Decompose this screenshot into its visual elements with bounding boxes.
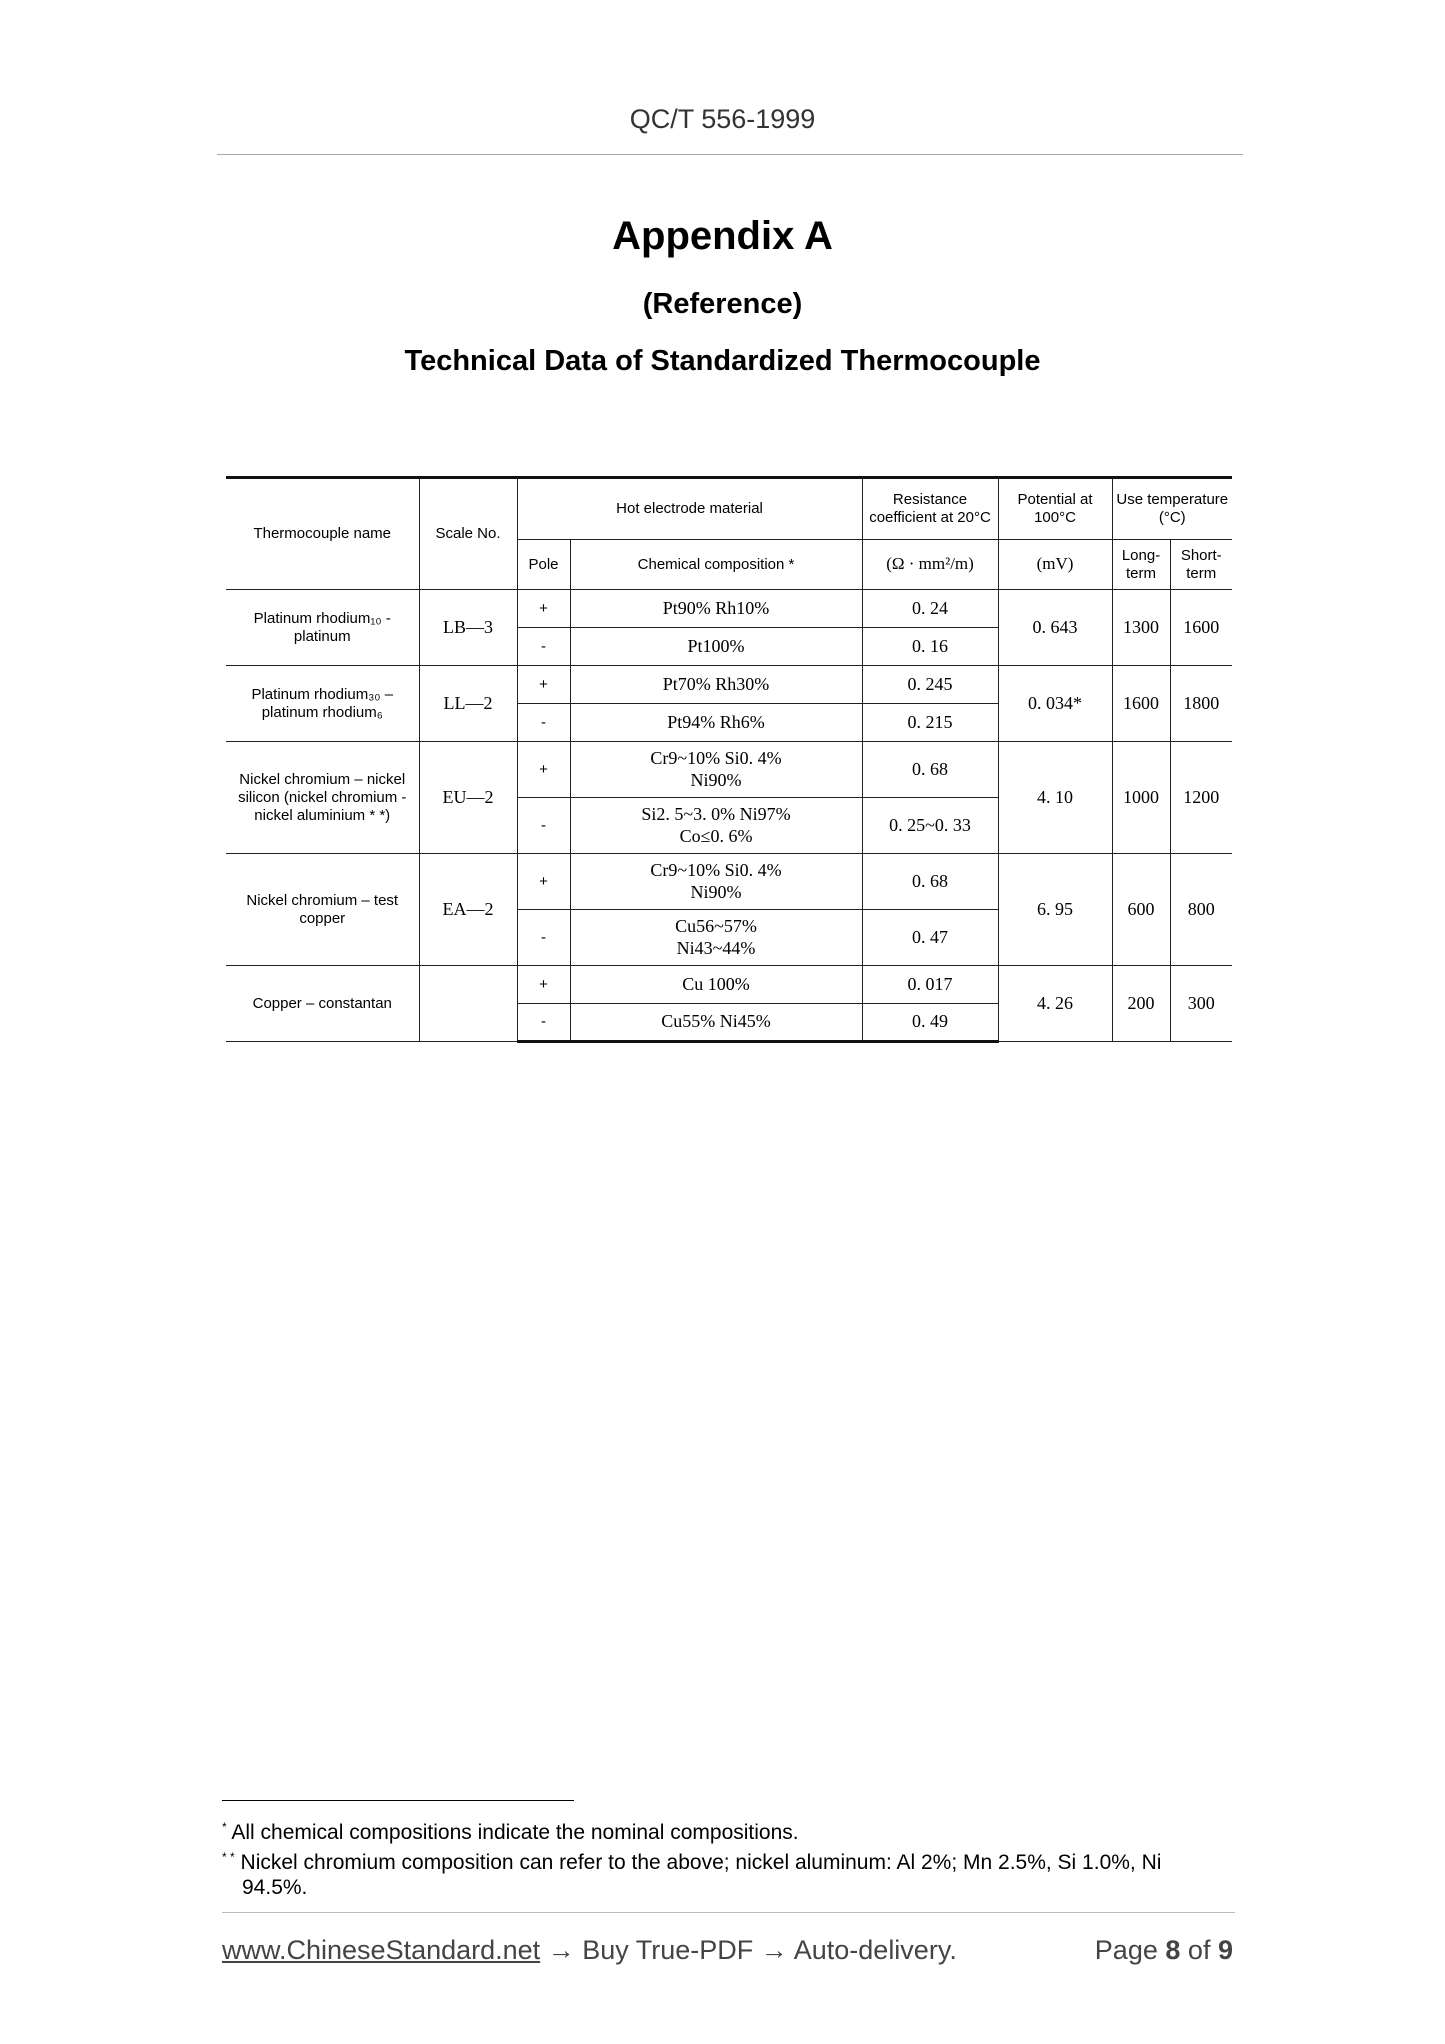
header-pole: Pole xyxy=(517,540,570,590)
resistance-value: 0. 245 xyxy=(862,666,998,704)
long-term-temp: 1600 xyxy=(1112,666,1170,742)
page-indicator xyxy=(1095,1935,1233,1966)
pole: - xyxy=(517,1004,570,1042)
pole: + xyxy=(517,742,570,798)
composition-line: Si2. 5~3. 0% Ni97% xyxy=(641,803,791,824)
header-short-term: Short-term xyxy=(1170,540,1232,590)
footnote-marker: * xyxy=(222,1820,227,1834)
header-divider xyxy=(217,154,1243,155)
long-term-temp: 200 xyxy=(1112,966,1170,1042)
footer-promo-text: → Buy True-PDF → Auto-delivery. xyxy=(540,1935,957,1965)
chemical-composition: Pt100% xyxy=(570,628,862,666)
composition-line: Cu56~57% xyxy=(675,915,757,936)
potential-value: 4. 26 xyxy=(998,966,1112,1042)
scale-no xyxy=(419,966,517,1042)
footnote-2-continued: 94.5%. xyxy=(242,1876,308,1899)
pole: - xyxy=(517,910,570,966)
composition-line: Cr9~10% Si0. 4% xyxy=(650,747,782,768)
long-term-temp: 1000 xyxy=(1112,742,1170,854)
resistance-value: 0. 49 xyxy=(862,1004,998,1042)
pole: - xyxy=(517,628,570,666)
pole: + xyxy=(517,854,570,910)
header-use-temperature: Use temperature (°C) xyxy=(1112,478,1232,540)
resistance-value: 0. 25~0. 33 xyxy=(862,798,998,854)
chemical-composition xyxy=(570,742,862,798)
short-term-temp: 300 xyxy=(1170,966,1232,1042)
of-label: of xyxy=(1187,1935,1211,1965)
footnotes xyxy=(222,1815,1222,1900)
potential-value: 0. 034* xyxy=(998,666,1112,742)
resistance-value: 0. 215 xyxy=(862,704,998,742)
footnote-2 xyxy=(222,1845,1222,1875)
composition-line: Co≤0. 6% xyxy=(679,825,753,846)
thermocouple-name: Nickel chromium – nickel silicon (nickel chromium -nickel aluminium * *) xyxy=(226,742,419,854)
scale-no: EU—2 xyxy=(419,742,517,854)
resistance-value: 0. 24 xyxy=(862,590,998,628)
footer-divider xyxy=(222,1912,1235,1913)
document-code: QC/T 556-1999 xyxy=(629,104,816,134)
resistance-value: 0. 16 xyxy=(862,628,998,666)
resistance-value: 0. 017 xyxy=(862,966,998,1004)
header-potential: Potential at 100°C xyxy=(998,478,1112,540)
thermocouple-table xyxy=(226,476,1232,1043)
pole: + xyxy=(517,590,570,628)
pole: + xyxy=(517,666,570,704)
short-term-temp: 800 xyxy=(1170,854,1232,966)
header-resistance: Resistance coefficient at 20°C xyxy=(862,478,998,540)
chemical-composition: Pt70% Rh30% xyxy=(570,666,862,704)
potential-value: 6. 95 xyxy=(998,854,1112,966)
pole: + xyxy=(517,966,570,1004)
header-hot-electrode: Hot electrode material xyxy=(517,478,862,540)
composition-line: Ni90% xyxy=(690,769,742,790)
chemical-composition: Cu 100% xyxy=(570,966,862,1004)
footnote-divider xyxy=(222,1800,574,1801)
thermocouple-name: Platinum rhodium₁₀ - platinum xyxy=(226,590,419,666)
resistance-value: 0. 68 xyxy=(862,854,998,910)
page-total: 9 xyxy=(1217,1935,1233,1965)
potential-value: 0. 643 xyxy=(998,590,1112,666)
chemical-composition xyxy=(570,854,862,910)
page-label: Page xyxy=(1094,1935,1158,1965)
header-thermocouple-name: Thermocouple name xyxy=(226,478,419,590)
chemical-composition: Pt94% Rh6% xyxy=(570,704,862,742)
appendix-subject: Technical Data of Standardized Thermocouple xyxy=(404,345,1041,377)
pole: - xyxy=(517,798,570,854)
scale-no: EA—2 xyxy=(419,854,517,966)
short-term-temp: 1800 xyxy=(1170,666,1232,742)
thermocouple-name: Platinum rhodium₃₀ – platinum rhodium₆ xyxy=(226,666,419,742)
pole: - xyxy=(517,704,570,742)
header-long-term: Long-term xyxy=(1112,540,1170,590)
chemical-composition: Cu55% Ni45% xyxy=(570,1004,862,1042)
header-chemical-composition: Chemical composition * xyxy=(570,540,862,590)
footnote-text: Nickel chromium composition can refer to the above; nickel aluminum: Al 2%; Mn 2.5%, Si 1.0%, Ni xyxy=(240,1851,1162,1874)
website-link[interactable]: www.ChineseStandard.net xyxy=(222,1935,541,1965)
composition-line: Ni90% xyxy=(690,881,742,902)
short-term-temp: 1600 xyxy=(1170,590,1232,666)
long-term-temp: 1300 xyxy=(1112,590,1170,666)
potential-value: 4. 10 xyxy=(998,742,1112,854)
footer-promo xyxy=(222,1935,957,1966)
footnote-1 xyxy=(222,1815,1222,1845)
thermocouple-name: Copper – constantan xyxy=(226,966,419,1042)
chemical-composition: Pt90% Rh10% xyxy=(570,590,862,628)
header-resistance-unit: (Ω · mm²/m) xyxy=(862,540,998,590)
composition-line: Ni43~44% xyxy=(676,937,756,958)
footnote-text: All chemical compositions indicate the nominal compositions. xyxy=(231,1821,799,1844)
appendix-title: Appendix A xyxy=(612,214,833,258)
header-scale-no: Scale No. xyxy=(419,478,517,590)
chemical-composition xyxy=(570,910,862,966)
long-term-temp: 600 xyxy=(1112,854,1170,966)
resistance-value: 0. 47 xyxy=(862,910,998,966)
short-term-temp: 1200 xyxy=(1170,742,1232,854)
composition-line: Cr9~10% Si0. 4% xyxy=(650,859,782,880)
page-number: 8 xyxy=(1165,1935,1181,1965)
thermocouple-name: Nickel chromium – test copper xyxy=(226,854,419,966)
scale-no: LL—2 xyxy=(419,666,517,742)
appendix-subtitle: (Reference) xyxy=(642,288,803,320)
chemical-composition xyxy=(570,798,862,854)
header-potential-unit: (mV) xyxy=(998,540,1112,590)
scale-no: LB—3 xyxy=(419,590,517,666)
footnote-marker: * * xyxy=(222,1850,235,1864)
resistance-value: 0. 68 xyxy=(862,742,998,798)
